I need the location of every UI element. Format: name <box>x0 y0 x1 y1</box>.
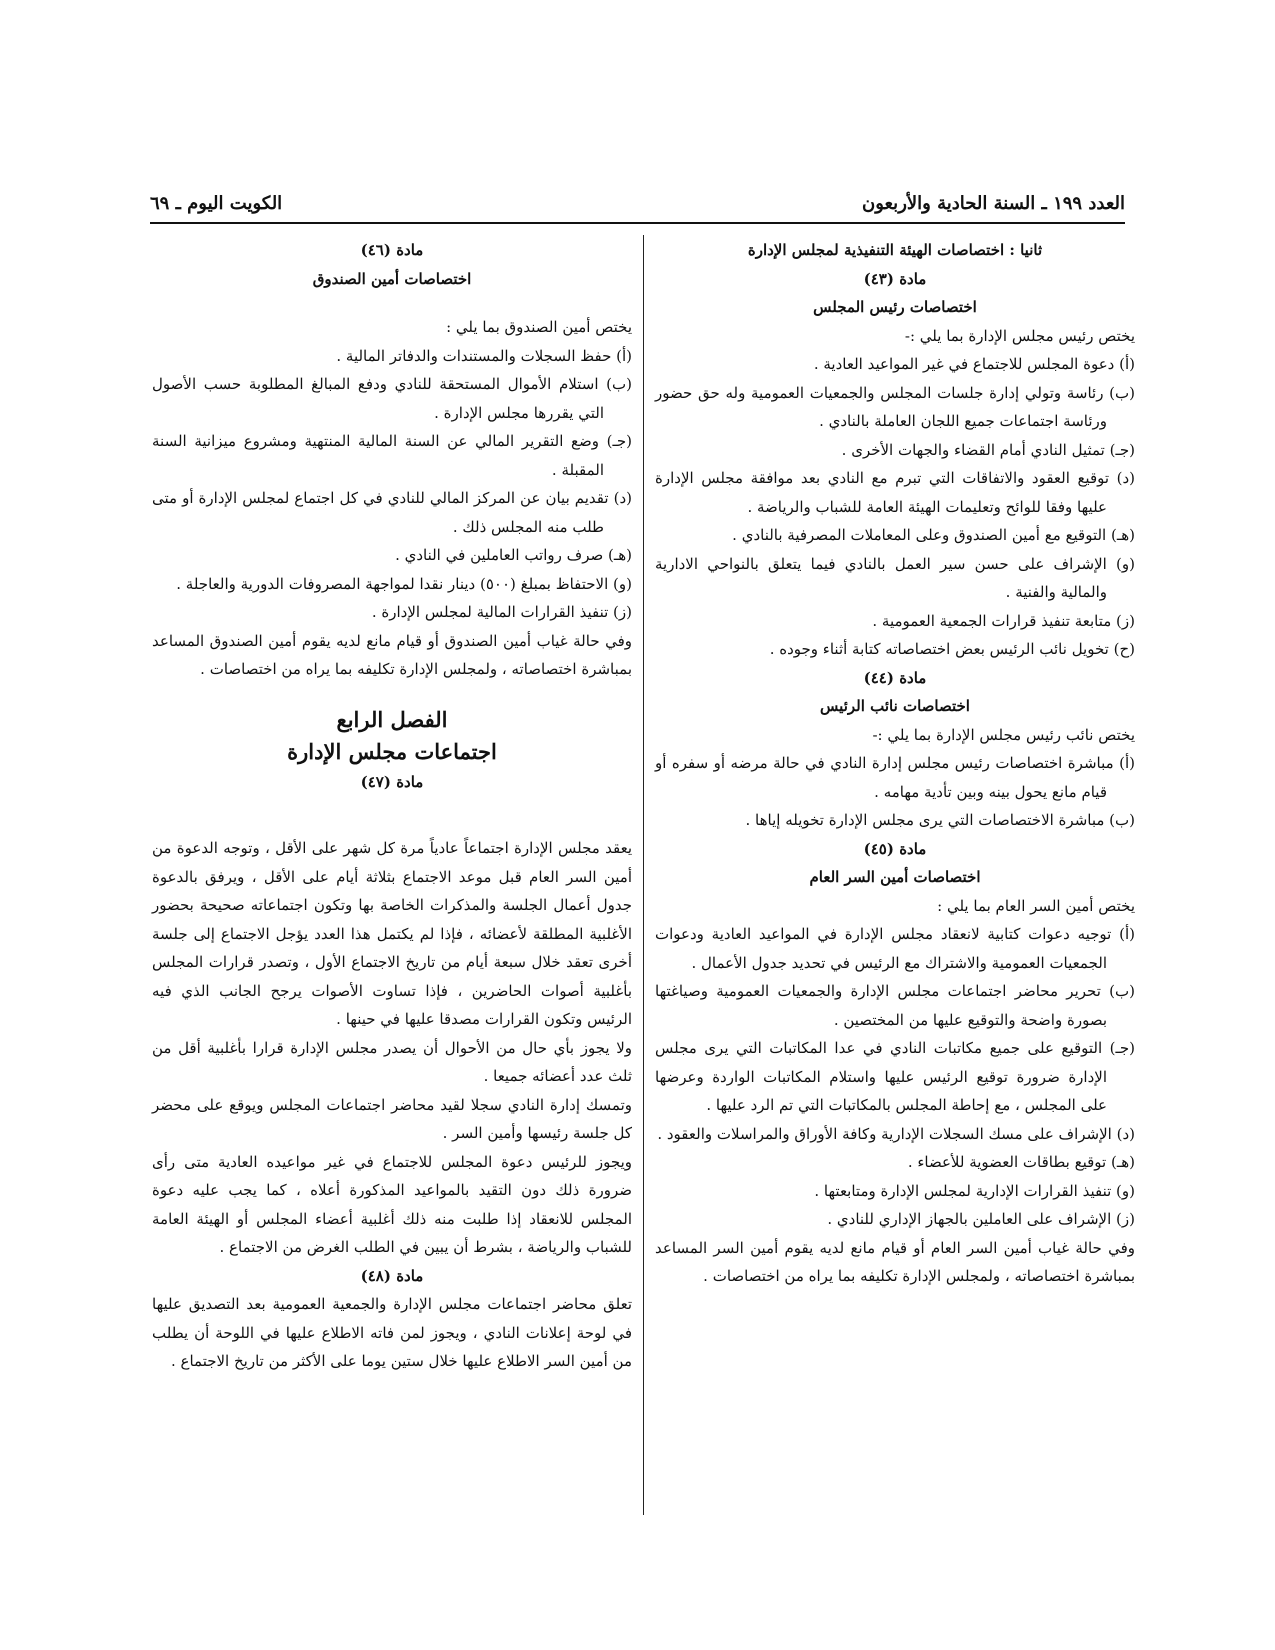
article-45-item: (أ) توجيه دعوات كتابية لانعقاد مجلس الإدارة في المواعيد العادية ودعوات الجمعيات العمومية والاشتراك مع الرئيس في تحديد جدول الأعمال . <box>655 925 1135 972</box>
header-rule <box>150 222 1125 224</box>
section-title: ثانيا : اختصاصات الهيئة التنفيذية لمجلس الإدارة <box>747 241 1043 259</box>
page-label: الكويت اليوم ـ ٦٩ <box>150 192 283 214</box>
article-43-title: اختصاصات رئيس المجلس <box>813 298 977 316</box>
article-45-item: (هـ) توقيع بطاقات العضوية للأعضاء . <box>907 1153 1135 1171</box>
article-43-item: (هـ) التوقيع مع أمين الصندوق وعلى المعاملات المصرفية بالنادي . <box>732 526 1135 544</box>
article-45-title: اختصاصات أمين السر العام <box>809 868 981 886</box>
article-47-paragraph: وتمسك إدارة النادي سجلا لقيد محاضر اجتماعات المجلس ويوقع على محضر كل جلسة رئيسها وأمين السر . <box>152 1095 632 1142</box>
article-47-paragraph: ويجوز للرئيس دعوة المجلس للاجتماع في غير مواعيده العادية متى رأى ضرورة ذلك دون التقيد بالمواعيد المذكورة أعلاه ، كما يجب عليه دعوة المجلس للانعقاد إذا طلبت منه ذلك أغلبية أعضاء المجلس أو الهيئة العامة للشباب والرياضة ، بشرط أن يبين في الطلب الغرض من الاجتماع . <box>152 1152 632 1256</box>
article-45-closing: وفي حالة غياب أمين السر العام أو قيام مانع لديه يقوم أمين السر المساعد بمباشرة اختصاصاته ، ولمجلس الإدارة تكليفه بما يراه من اختصاصات . <box>655 1238 1135 1285</box>
left-column <box>152 236 632 1376</box>
article-44-number: مادة (٤٤) <box>863 668 927 687</box>
article-47-number: مادة (٤٧) <box>360 772 424 791</box>
article-46-item: (جـ) وضع التقرير المالي عن السنة المالية المنتهية ومشروع ميزانية السنة المقبلة . <box>152 432 632 479</box>
article-44-title: اختصاصات نائب الرئيس <box>820 697 970 715</box>
article-46-closing: وفي حالة غياب أمين الصندوق أو قيام مانع لديه يقوم أمين الصندوق المساعد بمباشرة اختصاصاته ، ولمجلس الإدارة تكليفه بما يراه من اختصاصات . <box>152 631 632 678</box>
article-46-item: (ب) استلام الأموال المستحقة للنادي ودفع المبالغ المطلوبة حسب الأصول التي يقررها مجلس الإدارة . <box>152 375 632 422</box>
article-43-intro: يختص رئيس مجلس الإدارة بما يلي :- <box>904 326 1135 345</box>
article-46-intro: يختص أمين الصندوق بما يلي : <box>446 318 632 336</box>
article-44-item: (أ) مباشرة اختصاصات رئيس مجلس إدارة النادي في حالة مرضه أو سفره أو قيام مانع يحول بينه وبين تأدية مهامه . <box>655 754 1135 801</box>
article-45-item: (ز) الإشراف على العاملين بالجهاز الإداري للنادي . <box>827 1210 1135 1228</box>
right-column <box>655 236 1135 1291</box>
article-48-text: تعلق محاضر اجتماعات مجلس الإدارة والجمعية العمومية بعد التصديق عليها في لوحة إعلانات النادي ، ويجوز لمن فاته الاطلاع عليها في اللوحة أن يطلب من أمين السر الاطلاع عليها خلال ستين يوما على الأكثر من تاريخ الاجتماع . <box>152 1295 632 1370</box>
article-46-item: (هـ) صرف رواتب العاملين في النادي . <box>395 546 632 564</box>
article-45-intro: يختص أمين السر العام بما يلي : <box>937 896 1135 915</box>
article-45-item: (جـ) التوقيع على جميع مكاتبات النادي في عدا المكاتبات التي يرى مجلس الإدارة ضرورة توقيع الرئيس عليها واستلام المكاتبات الواردة وعرضها على المجلس ، مع إحاطة المجلس بالمكاتبات التي تم الرد عليها . <box>655 1039 1135 1114</box>
article-46-item: (أ) حفظ السجلات والمستندات والدفاتر المالية . <box>336 346 632 365</box>
article-47-paragraph: يعقد مجلس الإدارة اجتماعاً عادياً مرة كل شهر على الأقل ، وتوجه الدعوة من أمين السر العام قبل موعد الاجتماع بثلاثة أيام على الأقل ، ويرفق بالدعوة جدول أعمال الجلسة والمذكرات الخاصة بها وتكون اجتماعاته صحيحة بحضور الأغلبية المطلقة لأعضائه ، فإذا لم يكتمل هذا العدد يؤجل الاجتماع إلى جلسة أخرى تعقد خلال سبعة أيام من تاريخ الاجتماع الأول ، وتصدر قرارات المجلس بأغلبية أصوات الحاضرين ، فإذا تساوت الأصوات يرجح الجانب الذي فيه الرئيس وتكون القرارات مصدقا عليها في حينها . <box>152 839 632 1028</box>
article-43-item: (ز) متابعة تنفيذ قرارات الجمعية العمومية . <box>872 611 1135 630</box>
article-45-item: (ب) تحرير محاضر اجتماعات مجلس الإدارة والجمعيات العمومية وصياغتها بصورة واضحة والتوقيع عليها من المختصين . <box>655 982 1135 1029</box>
article-45-item: (د) الإشراف على مسك السجلات الإدارية وكافة الأوراق والمراسلات والعقود . <box>657 1124 1135 1143</box>
article-43-item: (ب) رئاسة وتولي إدارة جلسات المجلس والجمعيات العمومية وله حق حضور ورئاسة اجتماعات جميع اللجان العاملة بالنادي . <box>655 383 1135 430</box>
article-46-title: اختصاصات أمين الصندوق <box>312 269 472 288</box>
column-divider <box>643 235 644 1515</box>
article-46-item: (و) الاحتفاظ بمبلغ (٥٠٠) دينار نقدا لمواجهة المصروفات الدورية والعاجلة . <box>176 574 632 593</box>
article-48-number: مادة (٤٨) <box>360 1266 424 1285</box>
article-46-item: (د) تقديم بيان عن المركز المالي للنادي في كل اجتماع لمجلس الإدارة أو متى طلب منه المجلس ذلك . <box>152 489 632 536</box>
article-43-item: (و) الإشراف على حسن سير العمل بالنادي فيما يتعلق بالنواحي الادارية والمالية والفنية . <box>655 554 1135 601</box>
article-46-number: مادة (٤٦) <box>360 241 424 259</box>
issue-label: العدد ١٩٩ ـ السنة الحادية والأربعون <box>861 192 1125 214</box>
chapter-subtitle: اجتماعات مجلس الإدارة <box>287 738 497 764</box>
article-43-item: (جـ) تمثيل النادي أمام القضاء والجهات الأخرى . <box>841 440 1135 459</box>
article-44-item: (ب) مباشرة الاختصاصات التي يرى مجلس الإدارة تخويله إياها . <box>745 811 1135 829</box>
article-47-paragraph: ولا يجوز بأي حال من الأحوال أن يصدر مجلس الإدارة قرارا بأغلبية أقل من ثلث عدد أعضائه جميعا . <box>152 1038 632 1085</box>
article-43-number: مادة (٤٣) <box>863 269 927 288</box>
article-44-intro: يختص نائب رئيس مجلس الإدارة بما يلي :- <box>872 725 1135 744</box>
article-43-item: (د) توقيع العقود والاتفاقات التي تبرم مع النادي بعد موافقة مجلس الإدارة عليها وفقا للوائح وتعليمات الهيئة العامة للشباب والرياضة . <box>655 469 1135 516</box>
article-45-item: (و) تنفيذ القرارات الإدارية لمجلس الإدارة ومتابعتها . <box>814 1181 1135 1200</box>
article-45-number: مادة (٤٥) <box>863 839 927 858</box>
article-43-item: (ح) تخويل نائب الرئيس بعض اختصاصاته كتابة أثناء وجوده . <box>769 640 1135 658</box>
chapter-title: الفصل الرابع <box>336 706 448 732</box>
article-43-item: (أ) دعوة المجلس للاجتماع في غير المواعيد العادية . <box>813 355 1135 373</box>
page-header <box>150 188 1125 218</box>
article-46-item: (ز) تنفيذ القرارات المالية لمجلس الإدارة . <box>371 603 632 621</box>
